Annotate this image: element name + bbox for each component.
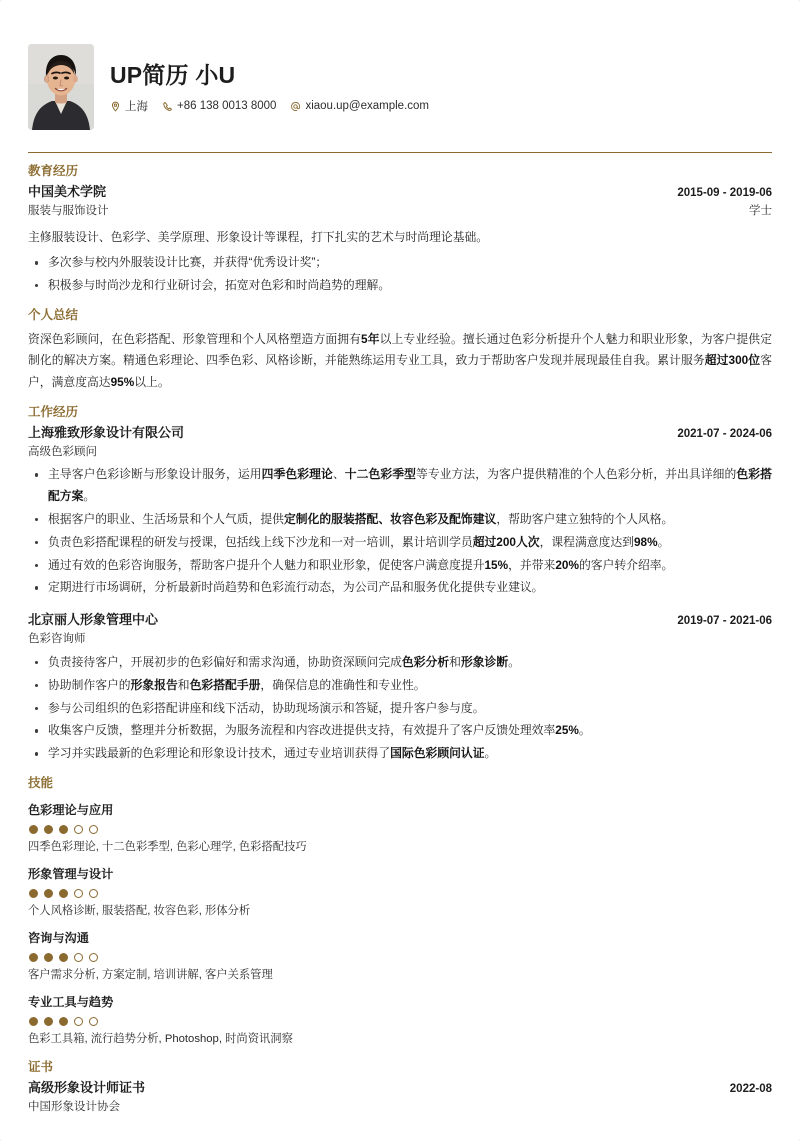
skill-item	[28, 801, 772, 857]
list-item: 协助制作客户的形象报告和色彩搭配手册，确保信息的准确性和专业性。	[28, 675, 772, 697]
list-item: 多次参与校内外服装设计比赛，并获得“优秀设计奖”；	[28, 252, 772, 274]
work-bullets	[28, 464, 772, 599]
skill-name: 形象管理与设计	[28, 866, 114, 881]
skill-description: 色彩工具箱, 流行趋势分析, Photoshop, 时尚资讯洞察	[28, 1032, 293, 1045]
skill-dot-empty	[74, 953, 83, 962]
skill-dot-empty	[89, 1017, 98, 1026]
list-item: 通过有效的色彩咨询服务，帮助客户提升个人魅力和职业形象，促使客户满意度提升15%，并带来20%的客户转介绍率。	[28, 555, 772, 577]
education-major: 服装与服饰设计	[28, 204, 109, 217]
skill-level-dots	[29, 889, 772, 898]
skill-dot-filled	[59, 825, 68, 834]
resume-header	[28, 44, 772, 130]
contact-list	[110, 98, 438, 114]
contact-location	[110, 98, 148, 114]
education-summary: 主修服装设计、色彩学、美学原理、形象设计等课程，打下扎实的艺术与时尚理论基础。	[28, 230, 489, 245]
skill-name: 专业工具与趋势	[28, 995, 114, 1010]
section-title-certificates: 证书	[28, 1060, 54, 1075]
contact-phone	[162, 100, 276, 112]
work-bullets	[28, 652, 772, 765]
contact-location-text: 上海	[125, 101, 148, 114]
list-item: 主导客户色彩诊断与形象设计服务，运用四季色彩理论、十二色彩季型等专业方法，为客户提供精准的个人色彩分析，并出具详细的色彩搭配方案。	[28, 464, 772, 508]
contact-email-text: xiaou.up@example.com	[305, 100, 429, 113]
list-item: 参与公司组织的色彩搭配讲座和线下活动，协助现场演示和答疑，提升客户参与度。	[28, 698, 772, 720]
skill-dot-empty	[74, 889, 83, 898]
certificate-name: 高级形象设计师证书	[28, 1079, 146, 1095]
certificate-issuer: 中国形象设计协会	[28, 1100, 120, 1113]
skill-description: 个人风格诊断, 服装搭配, 妆容色彩, 形体分析	[28, 904, 251, 917]
skill-dot-filled	[44, 1017, 53, 1026]
certificate-entry	[28, 1078, 772, 1117]
skill-dot-filled	[59, 1017, 68, 1026]
section-certificates	[28, 1058, 772, 1116]
section-title-education: 教育经历	[28, 164, 79, 178]
list-item: 根据客户的职业、生活场景和个人气质，提供定制化的服装搭配、妆容色彩及配饰建议，帮助客户建立独特的个人风格。	[28, 509, 772, 531]
skill-dot-filled	[29, 825, 38, 834]
skill-item	[28, 865, 772, 921]
education-entry	[28, 182, 772, 297]
skill-level-dots	[29, 1017, 772, 1026]
skill-dot-filled	[59, 889, 68, 898]
list-item: 学习并实践最新的色彩理论和形象设计技术，通过专业培训获得了国际色彩顾问认证。	[28, 743, 772, 765]
skill-dot-empty	[89, 825, 98, 834]
section-title-summary: 个人总结	[28, 307, 79, 322]
skill-dot-filled	[44, 825, 53, 834]
skill-item	[28, 993, 772, 1049]
identity-block	[110, 60, 438, 115]
work-role: 色彩咨询师	[28, 633, 86, 646]
phone-icon	[162, 101, 173, 112]
education-school: 中国美术学院	[28, 183, 107, 199]
work-date: 2019-07 - 2021-06	[677, 615, 772, 628]
education-entry-header	[28, 182, 772, 203]
skill-name: 色彩理论与应用	[28, 802, 114, 817]
education-degree: 学士	[749, 204, 772, 217]
skill-dot-empty	[74, 1017, 83, 1026]
skill-dot-empty	[89, 953, 98, 962]
work-date: 2021-07 - 2024-06	[677, 427, 772, 440]
work-entry-header	[28, 610, 772, 631]
avatar	[28, 44, 94, 130]
page-title: UP简历 小U	[110, 61, 236, 88]
header-divider	[28, 152, 772, 153]
list-item: 负责接待客户，开展初步的色彩偏好和需求沟通，协助资深顾问完成色彩分析和形象诊断。	[28, 652, 772, 674]
education-date: 2015-09 - 2019-06	[677, 186, 772, 199]
skill-name: 咨询与沟通	[28, 930, 89, 945]
skill-dot-empty	[89, 889, 98, 898]
skill-description: 四季色彩理论, 十二色彩季型, 色彩心理学, 色彩搭配技巧	[28, 840, 307, 853]
contact-email	[290, 100, 429, 112]
certificate-entry-header	[28, 1078, 772, 1099]
skill-dot-filled	[29, 889, 38, 898]
contact-phone-text: +86 138 0013 8000	[177, 100, 277, 113]
list-item: 负责色彩搭配课程的研发与授课，包括线上线下沙龙和一对一培训，累计培训学员超过200人次，课程满意度达到98%。	[28, 532, 772, 554]
skill-dot-filled	[29, 953, 38, 962]
certificate-date: 2022-08	[729, 1082, 772, 1095]
skill-dot-filled	[59, 953, 68, 962]
education-entry-subheader	[28, 203, 772, 221]
work-entry-1	[28, 423, 772, 600]
email-at-icon	[290, 101, 301, 112]
section-education	[28, 162, 772, 297]
skill-item	[28, 929, 772, 985]
skill-dot-filled	[44, 889, 53, 898]
section-work	[28, 403, 772, 765]
skill-dot-filled	[29, 1017, 38, 1026]
education-bullets	[28, 252, 772, 297]
skill-level-dots	[29, 825, 772, 834]
work-role: 高级色彩顾问	[28, 445, 97, 458]
list-item: 积极参与时尚沙龙和行业研讨会，拓宽对色彩和时尚趋势的理解。	[28, 275, 772, 297]
skill-dot-filled	[44, 953, 53, 962]
work-entry-2	[28, 610, 772, 765]
section-title-skills: 技能	[28, 775, 54, 790]
skill-dot-empty	[74, 825, 83, 834]
location-pin-icon	[110, 101, 121, 112]
skill-description: 客户需求分析, 方案定制, 培训讲解, 客户关系管理	[28, 968, 273, 981]
section-title-work: 工作经历	[28, 405, 79, 419]
portrait-photo-icon	[28, 44, 94, 130]
section-skills	[28, 774, 772, 1049]
work-company: 上海雅致形象设计有限公司	[28, 424, 185, 440]
skill-level-dots	[29, 953, 772, 962]
summary-text: 资深色彩顾问，在色彩搭配、形象管理和个人风格塑造方面拥有5年以上专业经验。擅长通过色彩分析提升个人魅力和职业形象，为客户提供定制化的解决方案。精通色彩理论、四季色彩、风格诊断，并能熟练运用专业工具，致力于帮助客户发现并展现最佳自我。累计服务超过300位客户，满意度高达95%以上。	[28, 331, 772, 390]
work-company: 北京丽人形象管理中心	[28, 612, 159, 628]
section-summary	[28, 306, 772, 394]
work-entry-header	[28, 423, 772, 444]
list-item: 收集客户反馈，整理并分析数据，为服务流程和内容改进提供支持，有效提升了客户反馈处理效率25%。	[28, 720, 772, 742]
list-item: 定期进行市场调研，分析最新时尚趋势和色彩流行动态，为公司产品和服务优化提供专业建议。	[28, 577, 772, 599]
